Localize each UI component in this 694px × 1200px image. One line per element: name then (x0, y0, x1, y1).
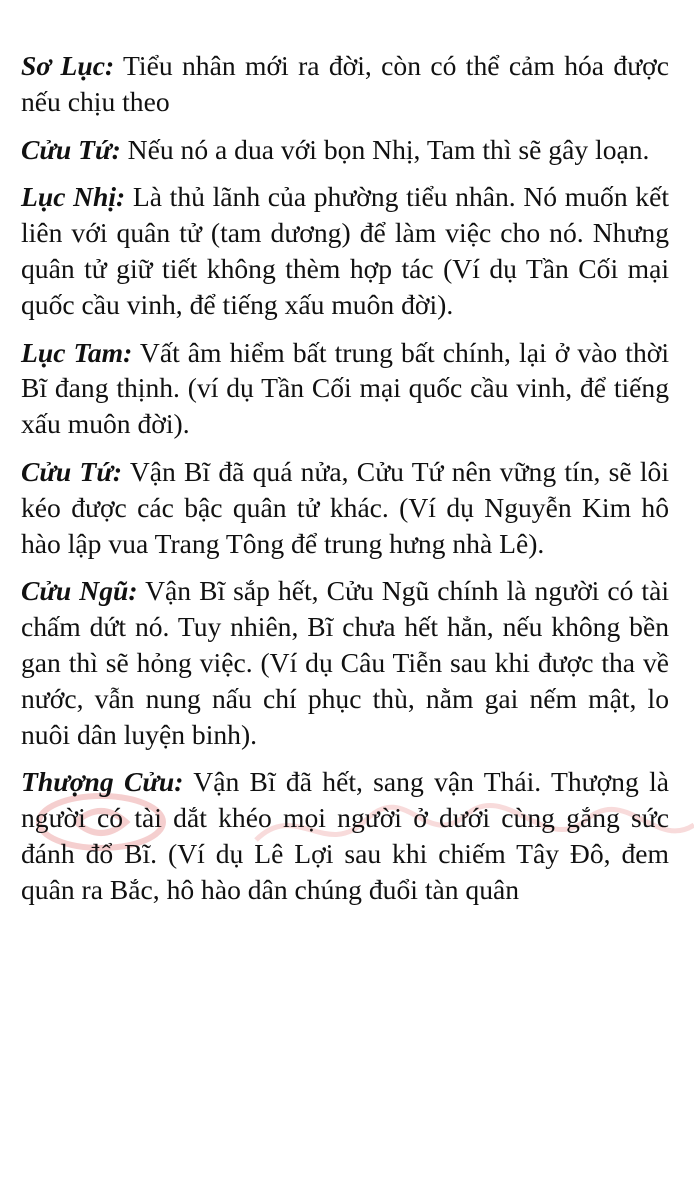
paragraph-cuu-tu-2 (21, 454, 669, 561)
line-label: Cửu Tứ: (21, 455, 123, 487)
paragraph-text: Tiểu nhân mới ra đời, còn có thể cảm hóa được nếu chịu theo (21, 50, 669, 117)
paragraph-luc-tam (21, 335, 669, 442)
line-label: Cửu Tứ: (21, 133, 121, 165)
line-label: Lục Tam: (21, 336, 133, 368)
document-body (21, 48, 669, 920)
line-label: Sơ Lục: (21, 50, 115, 81)
line-label: Cửu Ngũ: (21, 575, 138, 607)
paragraph-text: Vất âm hiểm bất trung bất chính, lại ở vào thời Bĩ đang thịnh. (ví dụ Tần Cối mại quốc cầu vinh, để tiếng xấu muôn đời). (21, 336, 670, 440)
paragraph-text: Là thủ lãnh của phường tiểu nhân. Nó muốn kết liên với quân tử (tam dương) để làm việc cho nó. Nhưng quân tử giữ tiết không thèm hợp tác (Ví dụ Tần Cối mại quốc cầu vinh, để tiếng xấu muôn đời). (21, 181, 669, 320)
paragraph-so-luc (21, 48, 669, 120)
paragraph-text: Vận Bĩ sắp hết, Cửu Ngũ chính là người có tài chấm dứt nó. Tuy nhiên, Bĩ chưa hết hẳn, nếu không bền gan thì sẽ hỏng việc. (Ví dụ Câu Tiễn sau khi được tha về nước, vẫn nung nấu chí phục thù, nằm gai nếm mật, lo nuôi dân luyện binh). (21, 575, 669, 750)
line-label: Lục Nhị: (21, 181, 126, 213)
paragraph-text: Vận Bĩ đã quá nửa, Cửu Tứ nên vững tín, sẽ lôi kéo được các bậc quân tử khác. (Ví dụ Nguyễn Kim hô hào lập vua Trang Tông để trung hưng nhà Lê). (21, 455, 669, 559)
paragraph-text: Nếu nó a dua với bọn Nhị, Tam thì sẽ gây loạn. (120, 133, 650, 165)
paragraph-luc-nhi (21, 179, 669, 322)
paragraph-cuu-ngu (21, 573, 669, 752)
line-label: Thượng Cửu: (21, 766, 184, 798)
paragraph-thuong-cuu (21, 764, 669, 907)
paragraph-text: Vận Bĩ đã hết, sang vận Thái. Thượng là người có tài dắt khéo mọi người ở dưới cùng gắng sức đánh đổ Bĩ. (Ví dụ Lê Lợi sau khi chiếm Tây Đô, đem quân ra Bắc, hô hào dân chúng đuổi tàn quân (21, 766, 669, 905)
paragraph-cuu-tu-1 (21, 132, 669, 168)
